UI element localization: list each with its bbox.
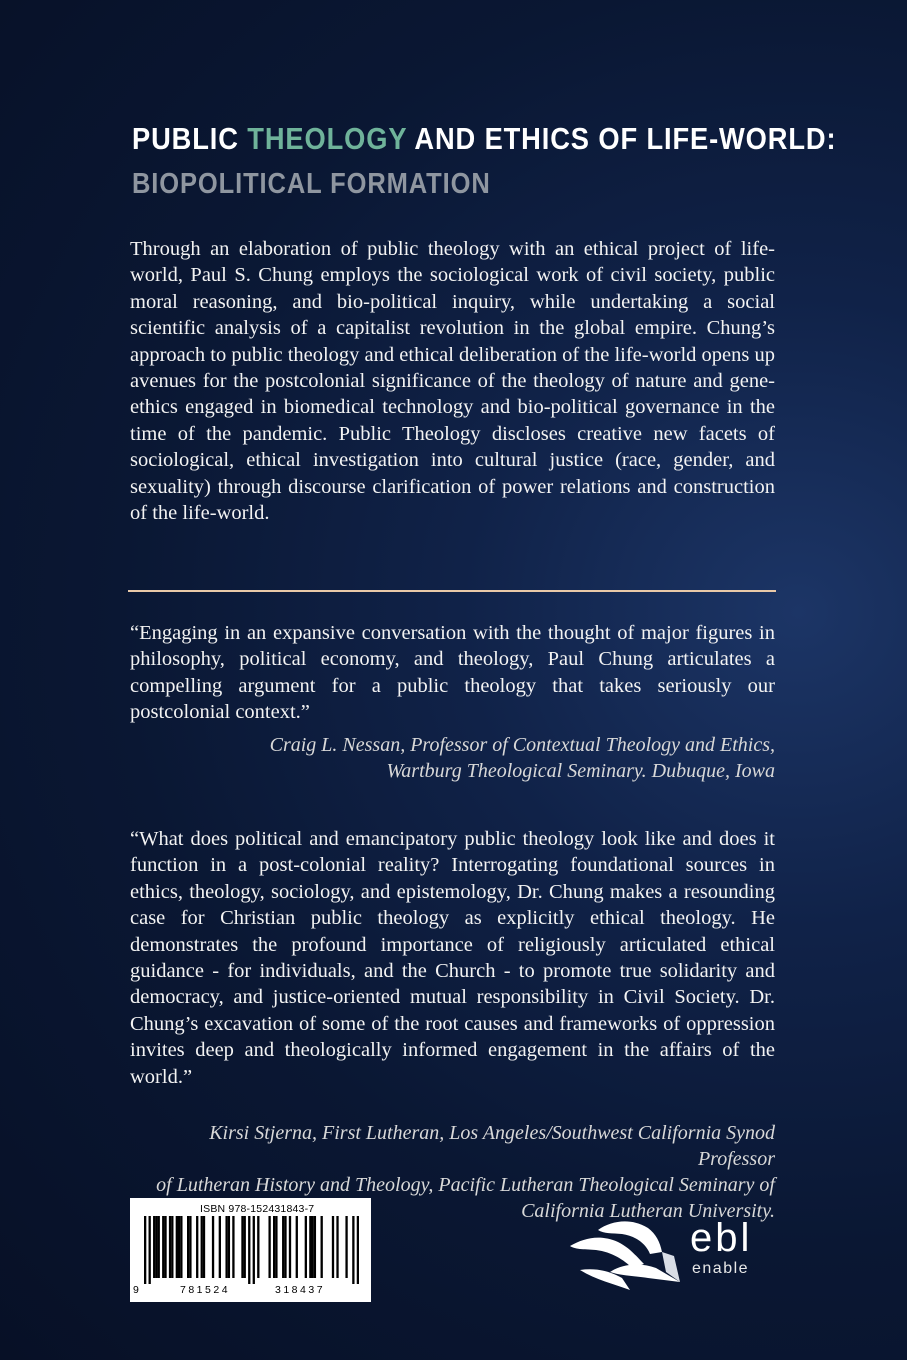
barcode-bar bbox=[212, 1216, 214, 1278]
barcode-bar bbox=[311, 1216, 313, 1278]
book-subtitle: BIOPOLITICAL FORMATION bbox=[132, 168, 491, 200]
title-accent-word: THEOLOGY bbox=[247, 121, 407, 156]
publisher-tagline: enable bbox=[692, 1260, 750, 1277]
barcode-bar bbox=[241, 1216, 243, 1278]
barcode-bar bbox=[268, 1216, 270, 1278]
endorsement-attribution-1: Craig L. Nessan, Professor of Contextual Theology and Ethics, Wartburg Theological Seminary. Dubuque, Iowa bbox=[269, 734, 775, 782]
barcode-bar bbox=[171, 1216, 173, 1278]
barcode-bar bbox=[345, 1216, 347, 1278]
barcode-bar bbox=[153, 1216, 155, 1278]
barcode-bar bbox=[282, 1216, 284, 1278]
barcode-bar bbox=[232, 1216, 234, 1278]
barcode-bar bbox=[149, 1216, 151, 1284]
endorsement-quote-2: “What does political and emancipatory public theology look like and does it function in a post-colonial reality? Interrogating foundational sources in ethics, theology, sociology, and epistemology, Dr. Chung makes a resounding case for Christian public theology as explicitly ethical theology. He demonstrates the profound importance of religiously articulated ethical guidance - for individuals, and the Church - to promote true solidarity and democracy, and justice-oriented mutual responsibility in Civil Society. Dr. Chung’s excavation of some of the root causes and frameworks of oppression invites deep and theologically informed engagement in the affairs of the world.” bbox=[130, 828, 775, 1088]
barcode-bar bbox=[176, 1216, 178, 1278]
barcode-bar bbox=[178, 1216, 180, 1278]
barcode-bar bbox=[225, 1216, 227, 1278]
publisher-logo-text: ebl bbox=[690, 1216, 753, 1260]
barcode-bar bbox=[275, 1216, 277, 1278]
barcode-bar bbox=[158, 1216, 160, 1278]
barcode-bar bbox=[357, 1216, 359, 1284]
divider-line bbox=[128, 590, 776, 592]
barcode-bar bbox=[296, 1216, 298, 1278]
barcode-bar bbox=[228, 1216, 230, 1278]
barcode-bar bbox=[289, 1216, 291, 1278]
barcode-bar bbox=[180, 1216, 182, 1278]
barcode-bar bbox=[155, 1216, 157, 1278]
barcode-bar bbox=[144, 1216, 146, 1284]
barcode-digit-first: 9 bbox=[133, 1284, 139, 1296]
barcode-digits-right: 318437 bbox=[275, 1284, 326, 1296]
barcode-bar bbox=[273, 1216, 275, 1278]
barcode-bar bbox=[164, 1216, 166, 1278]
barcode-bar bbox=[196, 1216, 198, 1278]
barcode-digits-left: 781524 bbox=[180, 1284, 231, 1296]
isbn-barcode bbox=[130, 1198, 371, 1302]
endorsement-quote-1: “Engaging in an expansive conversation with the thought of major figures in philosophy, political economy, and theology, Paul Chung articulates a compelling argument for a public theology that takes seriously our postcolonial context.” bbox=[130, 622, 775, 724]
barcode-bar bbox=[203, 1216, 205, 1278]
title-line-1: PUBLIC THEOLOGY AND ETHICS OF LIFE-WORLD: bbox=[132, 121, 837, 156]
endorsement-attribution-2: Kirsi Stjerna, First Lutheran, Los Angeles/Southwest California Synod Professor of Lutheran History and Theology, Pacific Lutheran Theological Seminary of California Lutheran University. bbox=[156, 1122, 775, 1222]
barcode-bar bbox=[201, 1216, 203, 1278]
barcode-bar bbox=[332, 1216, 334, 1278]
barcode-bar bbox=[162, 1216, 164, 1278]
barcode-bar bbox=[321, 1216, 323, 1278]
book-description: Through an elaboration of public theology with an ethical project of life-world, Paul S. Chung employs the sociological work of civil society, public moral reasoning, and bio-political inquiry, while undertaking a social scientific analysis of a capitalist revolution in the global empire. Chung’s approach to public theology and ethical deliberation of the life-world opens up avenues for the postcolonial significance of the theology of nature and gene-ethics engaged in biomedical technology and bio-political governance in the time of the pandemic. Public Theology discloses creative new facets of sociological, ethical investigation into cultural justice (race, gender, and sexuality) through discourse clarification of power relations and construction of the life-world. bbox=[130, 238, 775, 525]
isbn-label: ISBN 978-152431843-7 bbox=[200, 1203, 315, 1215]
barcode-bar bbox=[309, 1216, 311, 1278]
barcode-bar bbox=[284, 1216, 286, 1278]
barcode-bar bbox=[352, 1216, 354, 1284]
barcode-bar bbox=[248, 1216, 250, 1284]
barcode-bar bbox=[336, 1216, 338, 1278]
barcode-bar bbox=[169, 1216, 171, 1278]
barcode-bar bbox=[244, 1216, 246, 1278]
barcode-bar bbox=[305, 1216, 307, 1278]
barcode-bar bbox=[189, 1216, 191, 1278]
book-title bbox=[132, 120, 837, 202]
barcode-bar bbox=[253, 1216, 255, 1284]
barcode-bar bbox=[314, 1216, 316, 1278]
barcode-bar bbox=[187, 1216, 189, 1278]
barcode-bar bbox=[219, 1216, 221, 1278]
barcode-bar bbox=[257, 1216, 259, 1278]
barcode-bars bbox=[144, 1216, 359, 1284]
